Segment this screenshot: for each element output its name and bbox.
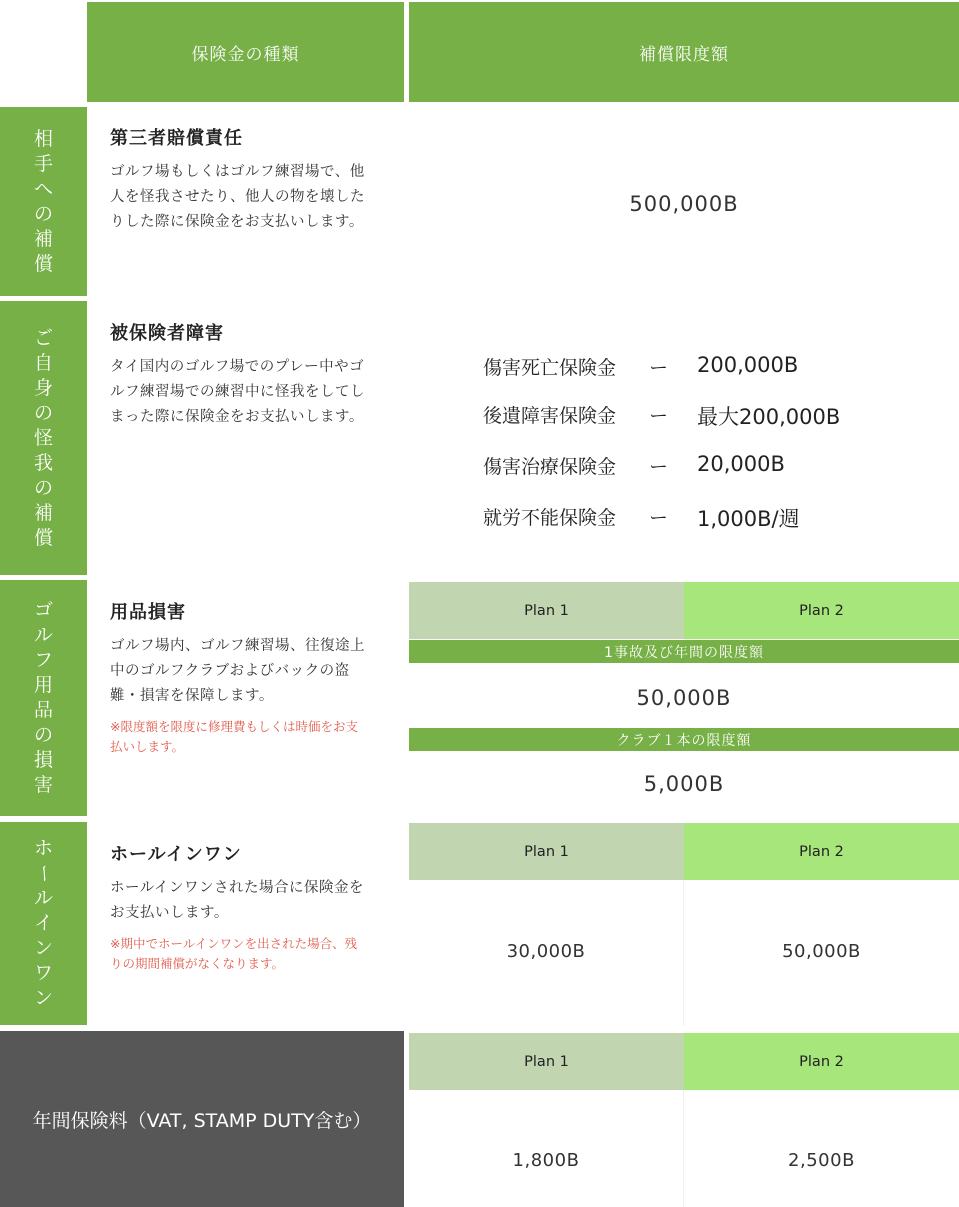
- premium-plan1-value: 1,800B: [512, 1149, 580, 1171]
- category-hole-in-one: ホ ー ル イ ン ワ ン: [0, 822, 87, 1025]
- header-limit-label: 補償限度額: [639, 44, 729, 65]
- premium-plan1-header: Plan 1: [409, 1033, 684, 1090]
- equipment-annual-value: 50,000B: [636, 686, 732, 710]
- equipment-description: [110, 598, 402, 757]
- hole-in-one-plan2-header: Plan 2: [684, 823, 959, 880]
- personal-injury-title: 被保険者障害: [110, 323, 224, 344]
- premium-plan2-value: 2,500B: [788, 1149, 855, 1171]
- hole-in-one-text: ホールインワンされた場合に保険金を お支払いします。: [110, 880, 364, 921]
- premium-label: 年間保険料（VAT, STAMP DUTY含む）: [32, 1109, 372, 1132]
- hole-in-one-note: ※期中でホールインワンを出された場合、残 りの期間補償がなくなります。: [110, 936, 358, 971]
- category-third-party: 相 手 へ の 補 償: [0, 107, 87, 296]
- equipment-club-label: クラブ１本の限度額: [409, 728, 959, 751]
- equipment-plan2-header: Plan 2: [684, 582, 959, 639]
- equipment-note: ※限度額を限度に修理費もしくは時価をお支 払いします。: [110, 719, 358, 754]
- hole-in-one-plan1-header: Plan 1: [409, 823, 684, 880]
- third-party-limit: 500,000B: [629, 191, 739, 216]
- equipment-club-value: 5,000B: [643, 772, 725, 796]
- third-party-description: [110, 124, 400, 235]
- header-type-label: 保険金の種類: [191, 44, 300, 65]
- hole-in-one-description: [110, 840, 402, 974]
- third-party-text: ゴルフ場もしくはゴルフ練習場で、他 人を怪我させたり、他人の物を壊した りした際に保険金をお支払いします。: [110, 164, 365, 230]
- equipment-text: ゴルフ場内、ゴルフ練習場、往復途上 中のゴルフクラブおよびバックの盗 難・損害を保障します。: [110, 638, 365, 704]
- hole-in-one-plan2-value: 50,000B: [782, 940, 861, 962]
- header-limit-cell: [409, 2, 959, 102]
- personal-injury-text: タイ国内のゴルフ場でのプレー中やゴ ルフ練習場での練習中に怪我をしてし まった際に保険金をお支払いします。: [110, 359, 365, 425]
- equipment-annual-label: 1事故及び年間の限度額: [409, 640, 959, 663]
- hole-in-one-plan1-value: 30,000B: [506, 940, 586, 962]
- equipment-title: 用品損害: [110, 602, 186, 623]
- header-type-cell: [87, 2, 404, 102]
- personal-injury-description: [110, 319, 400, 430]
- category-personal-injury: ご 自 身 の 怪 我 の 補 償: [0, 301, 87, 575]
- premium-label-cell: [0, 1031, 404, 1207]
- premium-plan2-header: Plan 2: [684, 1033, 959, 1090]
- equipment-plan1-header: Plan 1: [409, 582, 684, 639]
- category-equipment: ゴ ル フ 用 品 の 損 害: [0, 580, 87, 816]
- third-party-title: 第三者賠償責任: [110, 128, 243, 149]
- hole-in-one-title: ホールインワン: [110, 844, 242, 865]
